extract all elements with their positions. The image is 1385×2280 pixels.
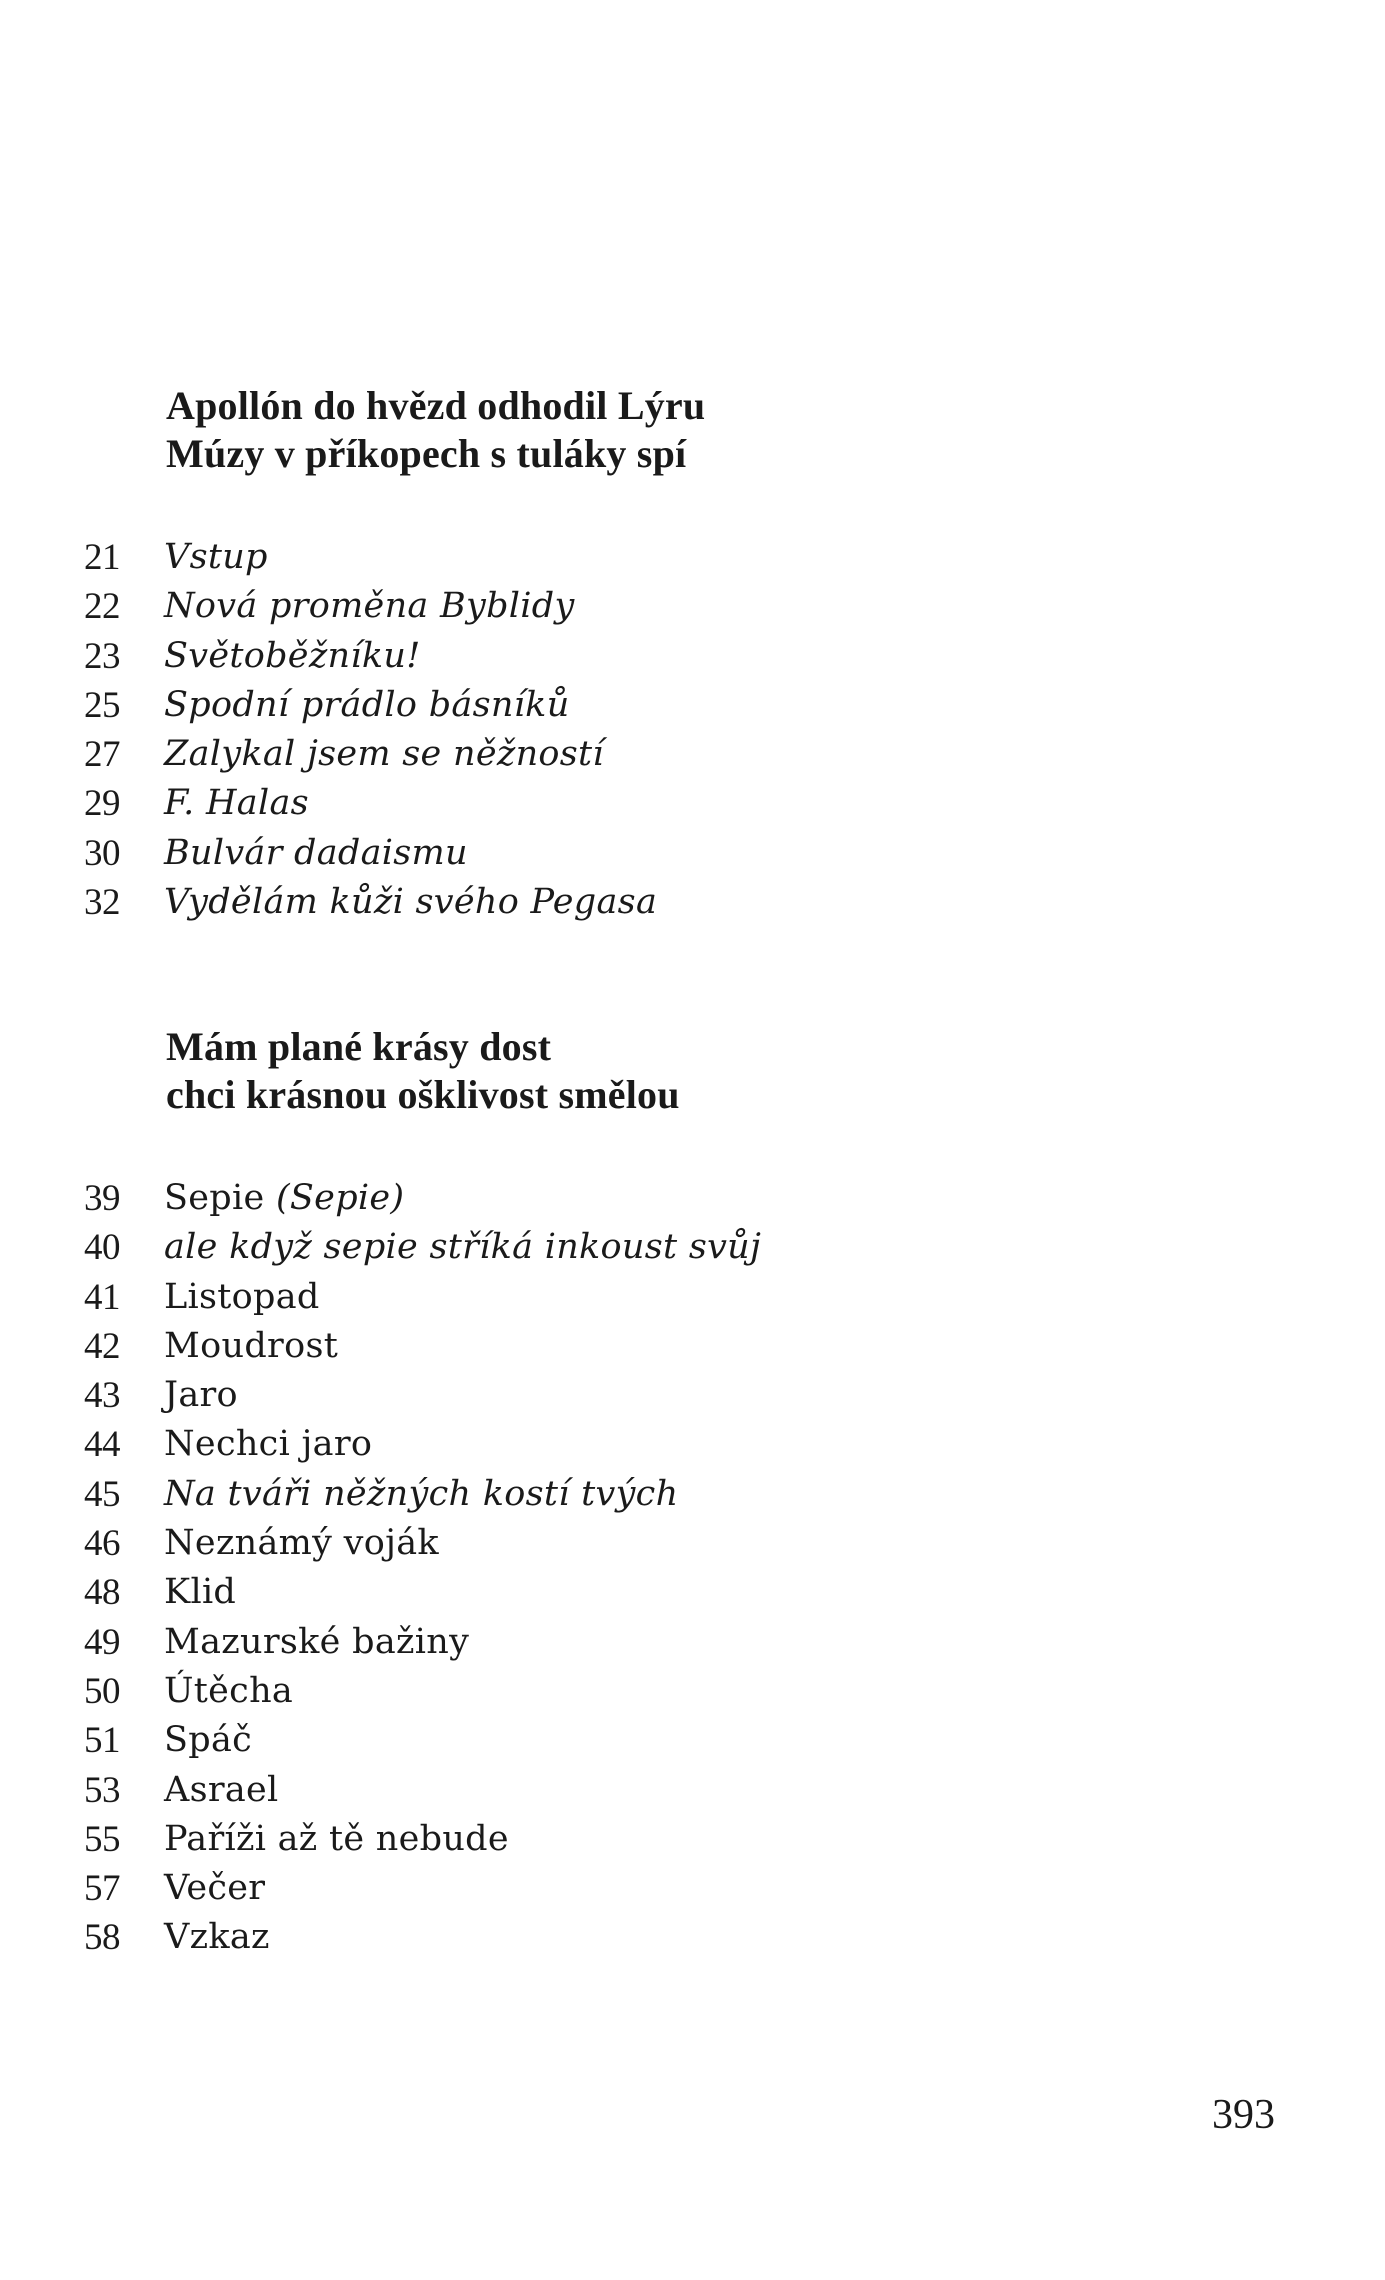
toc-title: Na tváři něžných kostí tvých xyxy=(164,1473,679,1514)
toc-title-text: Sepie xyxy=(164,1178,265,1218)
toc-title: Vstup xyxy=(164,537,268,577)
toc-page-number: 32 xyxy=(84,882,120,924)
toc-entry[interactable] xyxy=(0,878,1385,927)
toc-entry[interactable] xyxy=(0,1470,1385,1519)
toc-page-number: 41 xyxy=(84,1276,120,1318)
toc-title: Asrael xyxy=(164,1769,279,1810)
toc-title: Moudrost xyxy=(164,1325,339,1366)
toc-entry[interactable] xyxy=(0,681,1385,730)
toc-title: Bulvár dadaismu xyxy=(164,832,468,873)
toc-page-number: 21 xyxy=(84,537,120,578)
page-number: 393 xyxy=(1212,2092,1275,2138)
toc-title: Nová proměna Byblidy xyxy=(164,586,575,627)
toc-page-number: 55 xyxy=(84,1818,120,1860)
section-1-heading-line-1: Apollón do hvězd odhodil Lýru xyxy=(166,383,706,428)
toc-entry[interactable] xyxy=(0,1568,1385,1617)
toc-title: Listopad xyxy=(164,1276,320,1317)
section-2-heading-line-1: Mám plané krásy dost xyxy=(166,1024,552,1069)
toc-entry[interactable] xyxy=(0,1716,1385,1765)
toc-page-number: 53 xyxy=(84,1769,120,1811)
toc-page-number: 46 xyxy=(84,1523,120,1565)
toc-page-number: 25 xyxy=(84,684,120,726)
toc-title: F. Halas xyxy=(164,783,309,824)
toc-page-number: 51 xyxy=(84,1720,120,1762)
toc-entry[interactable] xyxy=(0,1519,1385,1568)
toc-page-number: 23 xyxy=(84,635,120,677)
toc-title: Mazurské bažiny xyxy=(164,1621,470,1662)
toc-title: Večer xyxy=(164,1868,266,1909)
toc-subtitle: (Sepie) xyxy=(275,1178,405,1218)
toc-page-number: 48 xyxy=(84,1572,120,1614)
toc-entry[interactable] xyxy=(0,582,1385,631)
toc-title: Neznámý voják xyxy=(164,1523,439,1564)
toc-title: Zalykal jsem se něžností xyxy=(164,734,604,775)
toc-page-number: 58 xyxy=(84,1917,120,1959)
toc-entry[interactable] xyxy=(0,1667,1385,1716)
toc-page-number: 43 xyxy=(84,1375,120,1417)
toc-entry[interactable] xyxy=(0,1223,1385,1272)
toc-entry[interactable] xyxy=(0,1864,1385,1913)
toc-entry[interactable] xyxy=(0,1322,1385,1371)
toc-title: ale když sepie stříká inkoust svůj xyxy=(164,1227,762,1268)
toc-page-number: 39 xyxy=(84,1178,120,1219)
toc-page-number: 22 xyxy=(84,586,120,628)
toc-entry[interactable] xyxy=(0,1618,1385,1667)
toc-page-number: 44 xyxy=(84,1424,120,1466)
section-1-heading xyxy=(166,382,705,478)
toc-entry[interactable] xyxy=(0,533,1385,582)
toc-title: Klid xyxy=(164,1572,237,1613)
toc-title: Vydělám kůži svého Pegasa xyxy=(164,882,658,923)
toc-entry[interactable] xyxy=(0,1420,1385,1469)
toc-title: Vzkaz xyxy=(164,1917,270,1958)
toc-entry[interactable] xyxy=(0,779,1385,828)
toc-page-number: 50 xyxy=(84,1670,120,1712)
toc-title xyxy=(164,1174,404,1223)
toc-title: Spáč xyxy=(164,1720,253,1761)
toc-page-number: 45 xyxy=(84,1473,120,1515)
toc-entry[interactable] xyxy=(0,829,1385,878)
toc-entry[interactable] xyxy=(0,1815,1385,1864)
toc-title: Spodní prádlo básníků xyxy=(164,684,570,725)
section-2-heading xyxy=(166,1023,680,1119)
toc-title: Jaro xyxy=(164,1375,238,1416)
section-2-heading-line-2: chci krásnou ošklivost smělou xyxy=(166,1072,680,1117)
toc-page-number: 27 xyxy=(84,734,120,776)
toc-page-number: 29 xyxy=(84,783,120,825)
toc-entry[interactable] xyxy=(0,1766,1385,1815)
toc-entry[interactable] xyxy=(0,632,1385,681)
toc-entry[interactable] xyxy=(0,1913,1385,1962)
toc-page-number: 30 xyxy=(84,832,120,874)
toc-page-number: 40 xyxy=(84,1227,120,1269)
toc-page-number: 49 xyxy=(84,1621,120,1663)
toc-title: Paříži až tě nebude xyxy=(164,1818,509,1859)
section-2-toc-list xyxy=(0,1174,1385,1963)
toc-title: Světoběžníku! xyxy=(164,635,421,676)
toc-title: Útěcha xyxy=(164,1670,294,1711)
section-1-toc-list xyxy=(0,533,1385,927)
section-1-heading-line-2: Múzy v příkopech s tuláky spí xyxy=(166,431,687,476)
toc-page-number: 42 xyxy=(84,1325,120,1367)
toc-entry[interactable] xyxy=(0,1371,1385,1420)
toc-page-number: 57 xyxy=(84,1868,120,1910)
toc-entry[interactable] xyxy=(0,1273,1385,1322)
toc-title: Nechci jaro xyxy=(164,1424,373,1465)
toc-entry[interactable] xyxy=(0,1174,1385,1223)
toc-entry[interactable] xyxy=(0,730,1385,779)
